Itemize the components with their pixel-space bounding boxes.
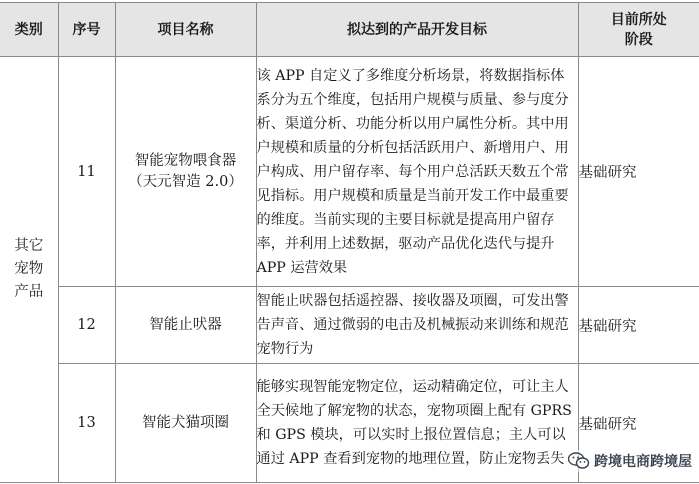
header-project-name: 项目名称 [115,3,256,57]
header-category: 类别 [0,3,58,57]
project-goal: 该 APP 自定义了多维度分析场景，将数据指标体系分为五个维度，包括用户规模与质量、参与度分析、渠道分析、功能分析以用户属性分析。其中用户规模和质量的分析包括活跃用户、新增用户、用户构成、用户留存率、每个用户总活跃天数五个常见指标。用户规模和质量是当前开发工作中最重要的维度。当前实现的主要目标就是提高用户留存率，并利用上述数据，驱动产品优化迭代与提升 APP 运营效果 [256,57,578,287]
row-number: 12 [58,287,115,364]
project-name-line1: 智能止吠器 [149,316,222,333]
project-name-line1: 智能宠物喂食器 [134,152,237,169]
rd-projects-table [0,2,699,483]
project-name-line1: 智能犬猫项圈 [142,414,229,431]
wechat-icon [568,452,590,470]
watermark-text: 跨境电商跨境屋 [594,454,692,470]
header-row [0,3,699,57]
row-number: 11 [58,57,115,287]
project-stage: 基础研究 [578,287,699,364]
project-name [115,57,256,287]
project-goal: 能够实现智能宠物定位，运动精确定位，可让主人全天候地了解宠物的状态，宠物项圈上配有 GPRS 和 GPS 模块，可以实时上报位置信息；主人可以通过 APP 查看到宠物的地理位置，防止宠物丢失 [256,364,578,483]
project-name-line2: （天元智造 2.0） [128,173,243,190]
header-stage [578,3,699,57]
header-number: 序号 [58,3,115,57]
category-text: 其它宠物产品 [14,238,44,300]
project-name [115,287,256,364]
table-row [0,287,699,364]
category-cell [0,57,58,483]
project-name [115,364,256,483]
project-goal: 智能止吠器包括遥控器、接收器及项圈，可发出警告声音、通过微弱的电击及机械振动来训练和规范宠物行为 [256,287,578,364]
header-goal: 拟达到的产品开发目标 [256,3,578,57]
table-row [0,57,699,287]
project-stage: 基础研究 [578,364,699,483]
header-stage-line2: 阶段 [624,31,653,48]
row-number: 13 [58,364,115,483]
project-stage: 基础研究 [578,57,699,287]
watermark [565,450,695,472]
header-stage-line1: 目前所处 [610,11,667,28]
